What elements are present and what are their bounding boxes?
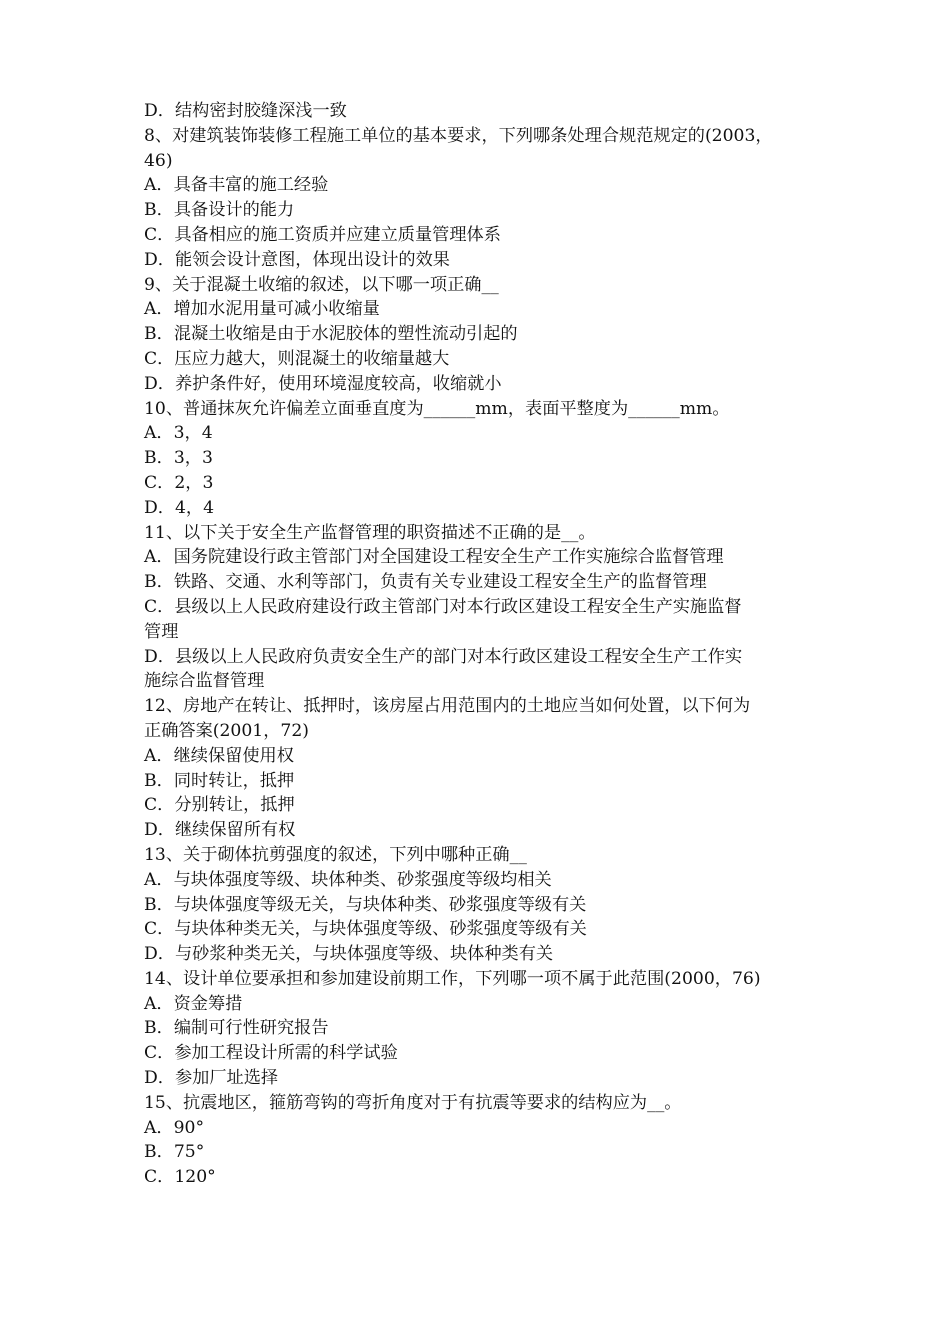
text-line: 管理 <box>144 621 179 642</box>
text-line: C．120° <box>144 1167 216 1188</box>
text-line: B．混凝土收缩是由于水泥胶体的塑性流动引起的 <box>144 324 518 345</box>
text-line: 15、抗震地区，箍筋弯钩的弯折角度对于有抗震等要求的结构应为__。 <box>144 1092 682 1113</box>
text-line: 13、关于砌体抗剪强度的叙述，下列中哪种正确__ <box>144 844 527 865</box>
text-line: D．与砂浆种类无关，与块体强度等级、块体种类有关 <box>144 944 554 965</box>
text-line: 9、关于混凝土收缩的叙述，以下哪一项正确__ <box>144 274 499 295</box>
text-line: B．与块体强度等级无关，与块体种类、砂浆强度等级有关 <box>144 894 587 915</box>
text-line: 12、房地产在转让、抵押时，该房屋占用范围内的土地应当如何处置，以下何为 <box>144 696 751 717</box>
text-line: D．4，4 <box>144 497 215 518</box>
text-line: 46) <box>144 150 173 171</box>
text-line: A．国务院建设行政主管部门对全国建设工程安全生产工作实施综合监督管理 <box>144 547 724 568</box>
text-line: D．继续保留所有权 <box>144 820 296 841</box>
text-line: B．3，3 <box>144 448 213 469</box>
text-line: D．县级以上人民政府负责安全生产的部门对本行政区建设工程安全生产工作实 <box>144 646 743 667</box>
text-line: C．与块体种类无关，与块体强度等级、砂浆强度等级有关 <box>144 919 587 940</box>
text-line: 11、以下关于安全生产监督管理的职资描述不正确的是__。 <box>144 522 596 543</box>
text-line: B．铁路、交通、水利等部门，负责有关专业建设工程安全生产的监督管理 <box>144 572 707 593</box>
text-line: 14、设计单位要承担和参加建设前期工作，下列哪一项不属于此范围(2000，76) <box>144 968 761 989</box>
text-line: D．养护条件好，使用环境湿度较高，收缩就小 <box>144 373 502 394</box>
text-line: 正确答案(2001，72) <box>144 720 309 741</box>
text-line: D．能领会设计意图，体现出设计的效果 <box>144 249 450 270</box>
text-line: D．参加厂址选择 <box>144 1068 279 1089</box>
text-line: 10、普通抹灰允许偏差立面垂直度为______mm，表面平整度为______mm。 <box>144 398 730 419</box>
text-line: C．具备相应的施工资质并应建立质量管理体系 <box>144 224 501 245</box>
text-line: C．分别转让，抵押 <box>144 795 295 816</box>
text-line: 8、对建筑装饰装修工程施工单位的基本要求，下列哪条处理合规范规定的(2003， <box>144 125 773 146</box>
text-line: A．具备丰富的施工经验 <box>144 175 329 196</box>
text-line: A．90° <box>144 1117 205 1138</box>
text-line: A．与块体强度等级、块体种类、砂浆强度等级均相关 <box>144 869 552 890</box>
text-line: D．结构密封胶缝深浅一致 <box>144 101 347 121</box>
text-line: C．参加工程设计所需的科学试验 <box>144 1043 398 1064</box>
text-line: A．3，4 <box>144 423 213 444</box>
text-line: A．资金筹措 <box>144 993 243 1014</box>
text-line: B．75° <box>144 1142 205 1163</box>
text-line: C．县级以上人民政府建设行政主管部门对本行政区建设工程安全生产实施监督 <box>144 596 742 617</box>
text-line: A．继续保留使用权 <box>144 745 294 766</box>
text-line: 施综合监督管理 <box>144 671 265 692</box>
text-line: A．增加水泥用量可减小收缩量 <box>144 299 380 320</box>
text-line: B．同时转让，抵押 <box>144 770 295 791</box>
text-line: B．具备设计的能力 <box>144 200 295 221</box>
text-line: B．编制可行性研究报告 <box>144 1018 329 1039</box>
text-line: C．2，3 <box>144 472 214 493</box>
text-line: C．压应力越大，则混凝土的收缩量越大 <box>144 348 450 369</box>
document-page <box>144 99 824 1190</box>
